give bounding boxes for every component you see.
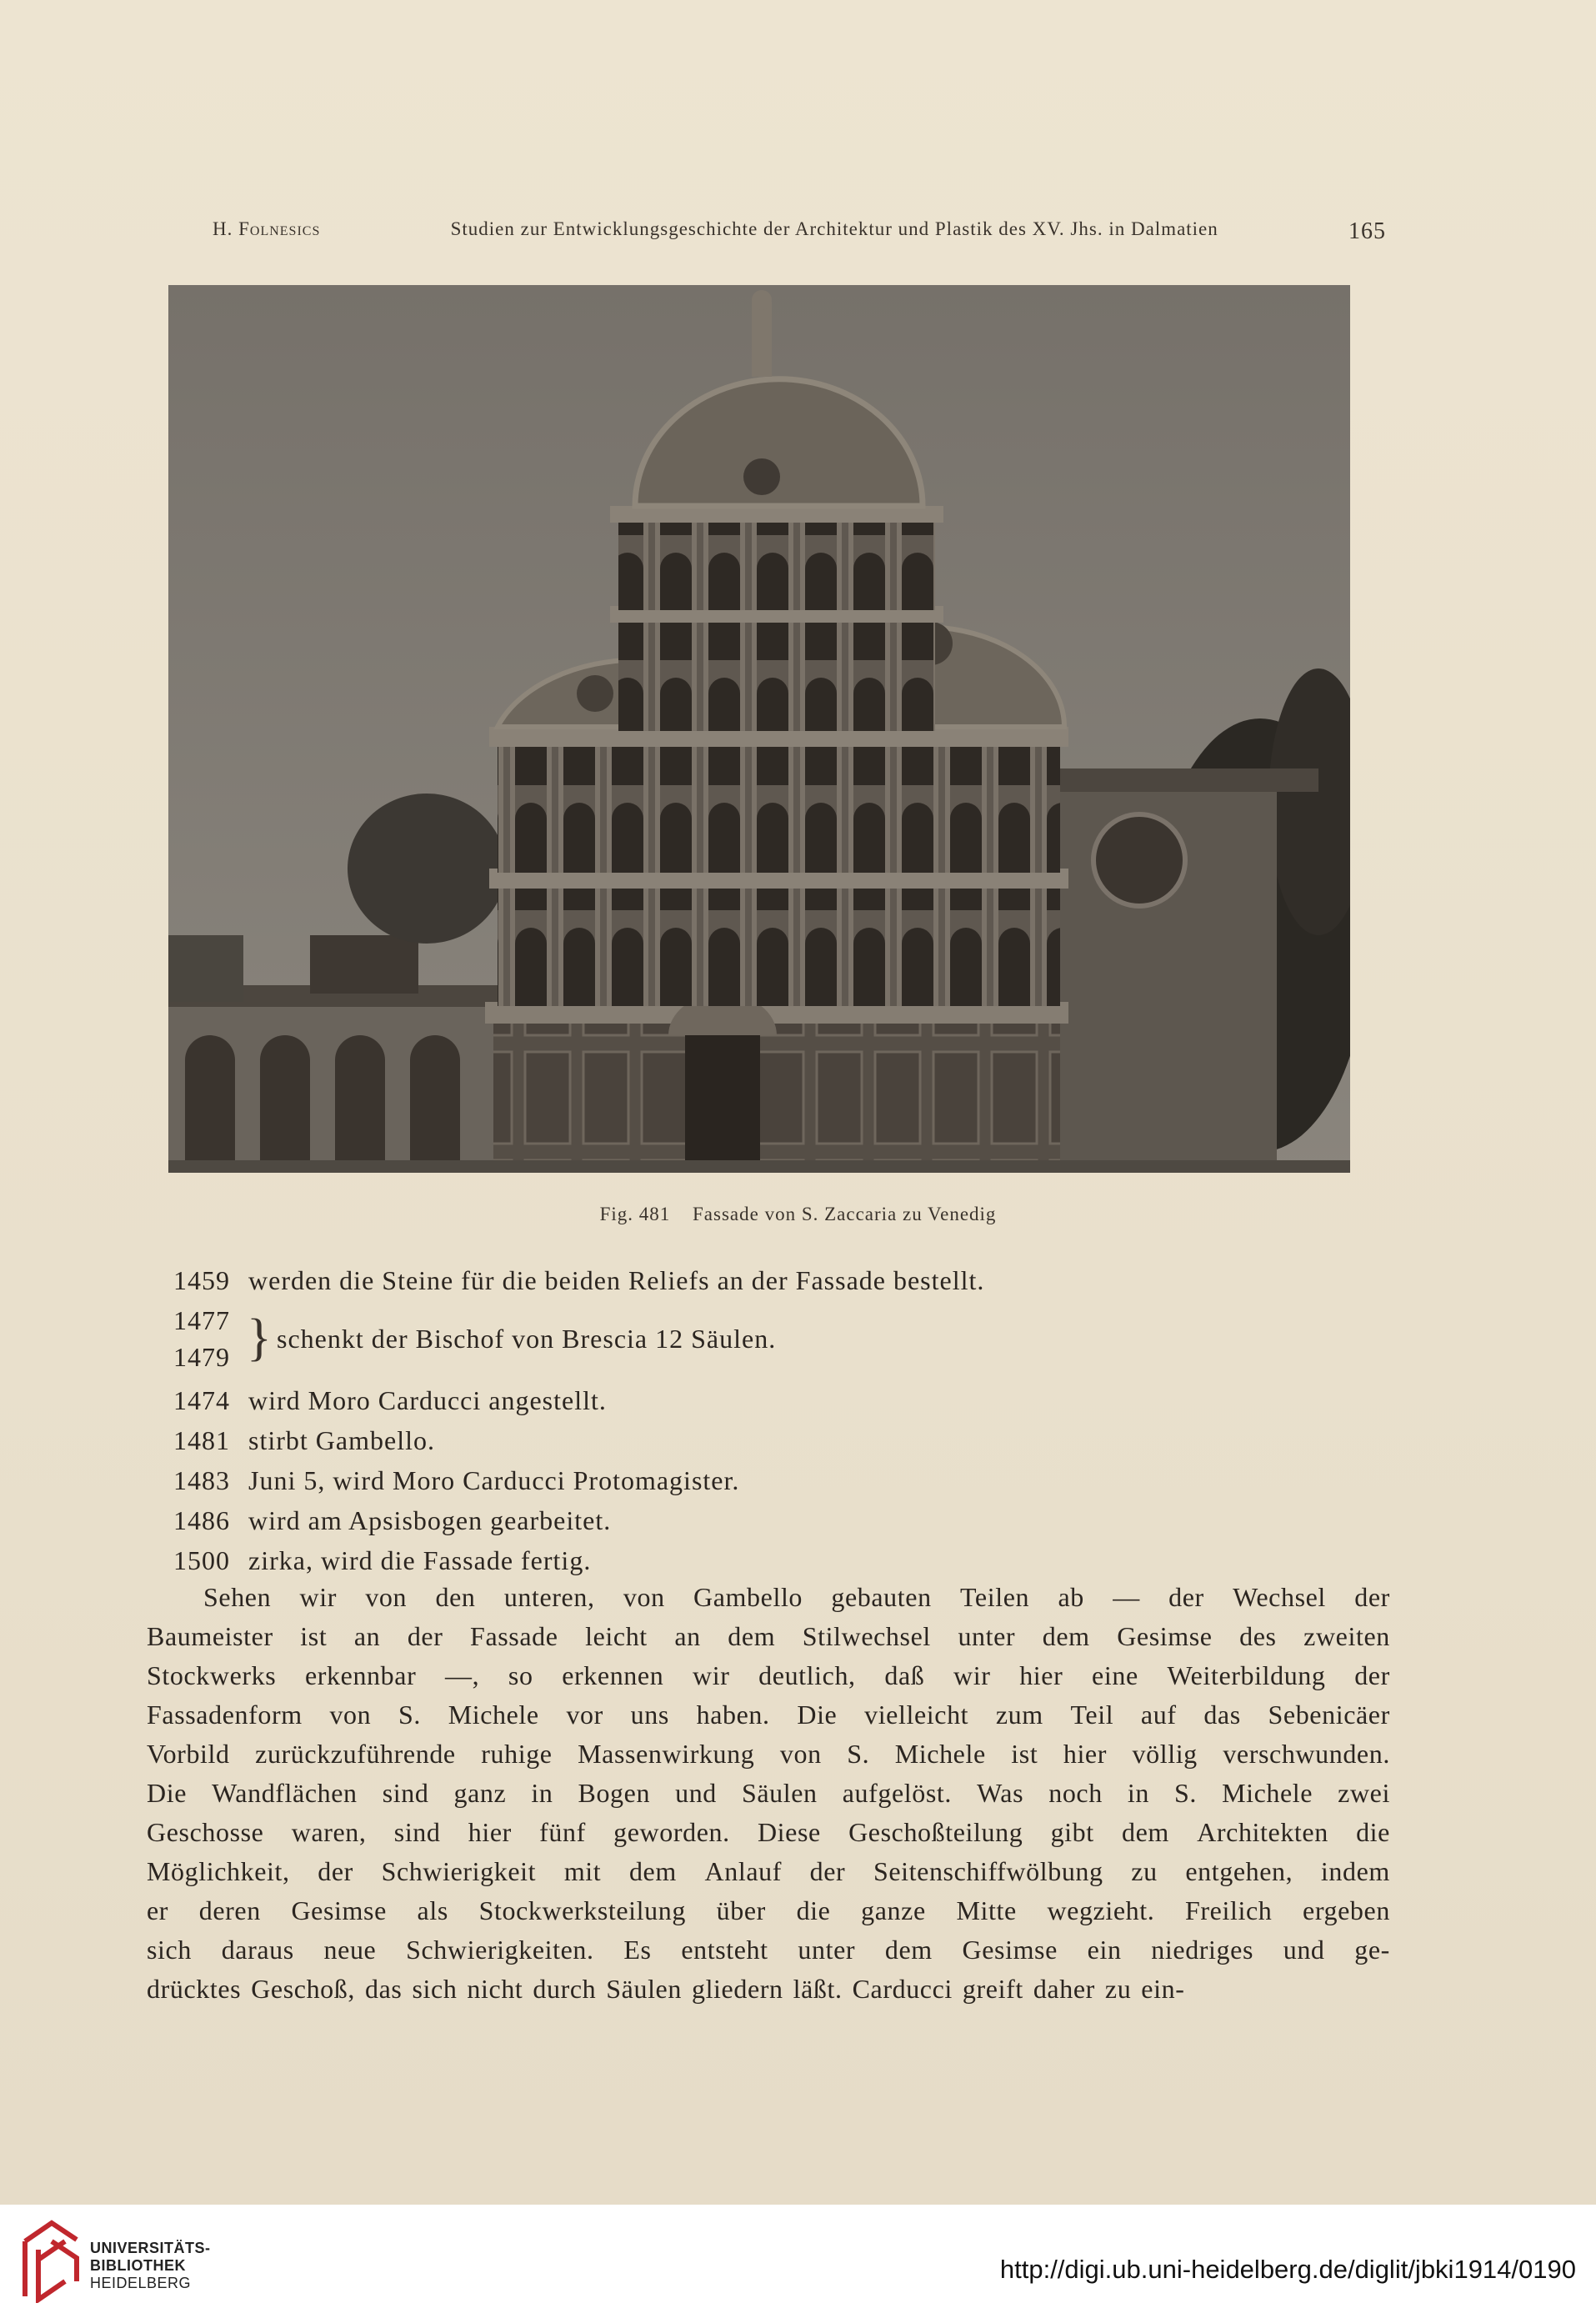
body-word: uns bbox=[630, 1700, 669, 1730]
body-word: Fassade bbox=[470, 1621, 558, 1651]
body-word: waren, bbox=[291, 1817, 367, 1847]
page-number: 165 bbox=[1348, 218, 1386, 244]
body-word: des bbox=[1239, 1621, 1277, 1651]
body-word: fünf bbox=[539, 1817, 586, 1847]
body-word: Freilich bbox=[1185, 1895, 1273, 1925]
body-word: die bbox=[796, 1895, 831, 1925]
body-word: Schwierigkeit bbox=[381, 1856, 537, 1886]
body-word: der bbox=[1354, 1660, 1390, 1690]
body-word: gibt bbox=[1050, 1817, 1094, 1847]
chronology-text: wird am Apsisbogen gearbeitet. bbox=[248, 1505, 612, 1535]
body-word: läßt. bbox=[793, 1974, 843, 2004]
body-word: Stockwerks bbox=[147, 1660, 277, 1690]
body-word: erkennbar bbox=[305, 1660, 417, 1690]
body-word: noch bbox=[1048, 1778, 1103, 1808]
body-word: völlig bbox=[1132, 1739, 1198, 1769]
body-word: wir bbox=[953, 1660, 991, 1690]
body-word: so bbox=[508, 1660, 533, 1690]
body-word: zwei bbox=[1338, 1778, 1390, 1808]
body-word: Gambello bbox=[693, 1582, 803, 1612]
chronology-year: 1486 bbox=[173, 1505, 230, 1535]
body-word: ganze bbox=[861, 1895, 926, 1925]
body-word: Säulen bbox=[606, 1974, 682, 2004]
body-word: von bbox=[623, 1582, 665, 1612]
body-word: Die bbox=[797, 1700, 838, 1730]
body-word: leicht bbox=[585, 1621, 648, 1651]
body-word: Stockwerksteilung bbox=[478, 1895, 686, 1925]
facade-photograph bbox=[168, 285, 1350, 1173]
chronology-text: stirbt Gambello. bbox=[248, 1425, 435, 1455]
body-word: Architekten bbox=[1197, 1817, 1328, 1847]
header-author: H. Folnesics bbox=[213, 218, 321, 239]
body-word: wir bbox=[299, 1582, 337, 1612]
body-word: gebauten bbox=[831, 1582, 932, 1612]
body-word: Teilen bbox=[960, 1582, 1030, 1612]
body-line bbox=[147, 1735, 1390, 1774]
body-word: Massenwirkung bbox=[578, 1739, 755, 1769]
chronology-year: 1459 bbox=[173, 1265, 230, 1295]
body-line bbox=[147, 1970, 1390, 2009]
body-word: zum bbox=[995, 1700, 1043, 1730]
figure-number: Fig. 481 bbox=[599, 1204, 671, 1224]
chronology-brace-row bbox=[173, 1300, 1423, 1380]
body-word: Carducci bbox=[852, 1974, 953, 2004]
body-word: der bbox=[1354, 1582, 1390, 1612]
body-word: vielleicht bbox=[864, 1700, 969, 1730]
chronology-text: werden die Steine für die beiden Reliefs an der Fassade bestellt. bbox=[248, 1265, 985, 1295]
body-word: neue bbox=[323, 1935, 377, 1965]
body-word: daher bbox=[1033, 1974, 1095, 2004]
body-word: das bbox=[365, 1974, 403, 2004]
body-word: Schwierigkeiten. bbox=[406, 1935, 594, 1965]
body-word: dem bbox=[1122, 1817, 1169, 1847]
body-word: zweiten bbox=[1303, 1621, 1390, 1651]
body-word: Michele bbox=[1222, 1778, 1313, 1808]
body-word: Sebenicäer bbox=[1268, 1700, 1390, 1730]
body-word: daß bbox=[884, 1660, 925, 1690]
body-word: vor bbox=[566, 1700, 603, 1730]
body-word: wegzieht. bbox=[1047, 1895, 1155, 1925]
body-word: Gesimse bbox=[291, 1895, 387, 1925]
body-word: Seitenschiffwölbung bbox=[873, 1856, 1103, 1886]
body-word: Es bbox=[623, 1935, 652, 1965]
chronology-row bbox=[173, 1420, 1423, 1460]
body-line bbox=[147, 1813, 1390, 1852]
building-facade-photo bbox=[168, 285, 1350, 1173]
body-line bbox=[147, 1930, 1390, 1970]
header-title: Studien zur Entwicklungsgeschichte der Architektur und Plastik des XV. Jhs. in Dalmatien bbox=[450, 218, 1218, 239]
body-word: dem bbox=[1042, 1621, 1090, 1651]
body-word: Was bbox=[977, 1778, 1024, 1808]
body-word: Michele bbox=[448, 1700, 539, 1730]
body-word: Mitte bbox=[956, 1895, 1017, 1925]
body-word: über bbox=[716, 1895, 766, 1925]
chronology-row bbox=[173, 1380, 1423, 1420]
body-line bbox=[147, 1617, 1390, 1656]
body-line bbox=[147, 1852, 1390, 1891]
body-word: ist bbox=[300, 1621, 328, 1651]
body-word: Geschoßteilung bbox=[848, 1817, 1023, 1847]
body-word: aufgelöst. bbox=[842, 1778, 953, 1808]
body-word: dem bbox=[628, 1856, 677, 1886]
body-word: verschwunden. bbox=[1223, 1739, 1390, 1769]
body-word: Diese bbox=[757, 1817, 821, 1847]
body-word: Stilwechsel bbox=[802, 1621, 931, 1651]
chronology-year: 1483 bbox=[173, 1465, 230, 1495]
body-word: zu bbox=[1131, 1856, 1158, 1886]
body-word: — bbox=[1113, 1582, 1140, 1612]
body-word: durch bbox=[533, 1974, 597, 2004]
body-word: ge- bbox=[1354, 1935, 1390, 1965]
body-word: ein bbox=[1087, 1935, 1122, 1965]
body-word: hier bbox=[1019, 1660, 1063, 1690]
chronology-row bbox=[173, 1460, 1423, 1500]
library-name-line: HEIDELBERG bbox=[90, 2275, 192, 2291]
body-word: S. bbox=[398, 1700, 421, 1730]
body-line bbox=[147, 1578, 1390, 1617]
body-word: das bbox=[1203, 1700, 1241, 1730]
body-word: der bbox=[809, 1856, 846, 1886]
body-word: hier bbox=[468, 1817, 512, 1847]
body-word: greift bbox=[962, 1974, 1023, 2004]
body-word: von bbox=[329, 1700, 372, 1730]
body-word: ist bbox=[1011, 1739, 1038, 1769]
body-word: er bbox=[147, 1895, 169, 1925]
body-word: unteren, bbox=[503, 1582, 595, 1612]
body-word: von bbox=[365, 1582, 408, 1612]
body-word: gliedern bbox=[691, 1974, 783, 2004]
chronology-text: schenkt der Bischof von Brescia 12 Säulen. bbox=[277, 1324, 777, 1354]
chronology-text: Juni 5, wird Moro Carducci Protomagister. bbox=[248, 1465, 740, 1495]
body-word: in bbox=[531, 1778, 553, 1808]
running-head bbox=[213, 218, 1386, 245]
body-word: S. bbox=[847, 1739, 870, 1769]
body-paragraph bbox=[147, 1578, 1390, 2009]
body-word: Teil bbox=[1070, 1700, 1114, 1730]
body-word: Die bbox=[147, 1778, 188, 1808]
body-word: mit bbox=[563, 1856, 602, 1886]
body-word: Sehen bbox=[203, 1582, 272, 1612]
body-word: Bogen bbox=[578, 1778, 651, 1808]
body-word: in bbox=[1127, 1778, 1149, 1808]
body-word: Gesimse bbox=[962, 1935, 1058, 1965]
chronology-year: 1477 bbox=[173, 1305, 230, 1335]
body-word: sind bbox=[393, 1817, 441, 1847]
figure-caption bbox=[0, 1204, 1596, 1225]
library-name bbox=[90, 2240, 211, 2292]
body-word: und bbox=[1283, 1935, 1325, 1965]
body-word: dem bbox=[884, 1935, 933, 1965]
body-word: als bbox=[417, 1895, 448, 1925]
body-word: an bbox=[674, 1621, 701, 1651]
body-word: Wechsel bbox=[1233, 1582, 1326, 1612]
body-word: Gesimse bbox=[1117, 1621, 1213, 1651]
body-word: ergeben bbox=[1303, 1895, 1390, 1925]
chronology-row bbox=[173, 1500, 1423, 1540]
body-word: ein- bbox=[1141, 1974, 1185, 2004]
body-line bbox=[147, 1774, 1390, 1813]
body-word: geworden. bbox=[613, 1817, 730, 1847]
body-word: —, bbox=[445, 1660, 480, 1690]
body-word: erkennen bbox=[562, 1660, 664, 1690]
body-line bbox=[147, 1656, 1390, 1695]
chronology-year: 1500 bbox=[173, 1545, 230, 1575]
body-word: von bbox=[779, 1739, 822, 1769]
body-line bbox=[147, 1891, 1390, 1930]
body-word: sich bbox=[412, 1974, 458, 2004]
body-word: ganz bbox=[453, 1778, 507, 1808]
body-word: ruhige bbox=[481, 1739, 553, 1769]
figure-caption-text: Fassade von S. Zaccaria zu Venedig bbox=[693, 1204, 997, 1224]
curly-brace-icon: } bbox=[247, 1309, 273, 1366]
body-word: entgehen, bbox=[1185, 1856, 1293, 1886]
body-word: Möglichkeit, bbox=[147, 1856, 290, 1886]
body-word: Wandflächen bbox=[212, 1778, 358, 1808]
body-word: unter bbox=[958, 1621, 1016, 1651]
body-word: indem bbox=[1320, 1856, 1390, 1886]
body-word: und bbox=[675, 1778, 717, 1808]
body-word: S. bbox=[1174, 1778, 1198, 1808]
body-word: deutlich, bbox=[758, 1660, 856, 1690]
digitization-footer bbox=[0, 2205, 1596, 2318]
body-word: zu bbox=[1104, 1974, 1132, 2004]
chronology-year: 1481 bbox=[173, 1425, 230, 1455]
body-word: der bbox=[407, 1621, 443, 1651]
chronology-year: 1479 bbox=[173, 1342, 230, 1372]
body-word: drücktes bbox=[147, 1974, 242, 2004]
body-word: Fassadenform bbox=[147, 1700, 303, 1730]
chronology-row bbox=[173, 1540, 1423, 1580]
permalink[interactable]: http://digi.ub.uni-heidelberg.de/diglit/jbki1914/0190 bbox=[999, 2255, 1576, 2284]
body-word: Vorbild bbox=[147, 1739, 230, 1769]
body-word: zurückzuführende bbox=[255, 1739, 456, 1769]
body-word: Geschosse bbox=[147, 1817, 264, 1847]
body-word: ab bbox=[1058, 1582, 1084, 1612]
body-word: wir bbox=[693, 1660, 730, 1690]
body-word: deren bbox=[198, 1895, 261, 1925]
body-word: Säulen bbox=[741, 1778, 818, 1808]
chronology-text: zirka, wird die Fassade fertig. bbox=[248, 1545, 592, 1575]
body-word: Weiterbildung bbox=[1167, 1660, 1326, 1690]
body-word: sind bbox=[382, 1778, 429, 1808]
library-name-line: UNIVERSITÄTS- bbox=[90, 2240, 211, 2256]
body-word: der bbox=[318, 1856, 353, 1886]
body-word: unter bbox=[798, 1935, 856, 1965]
body-word: Geschoß, bbox=[251, 1974, 355, 2004]
body-word: eine bbox=[1092, 1660, 1138, 1690]
body-word: daraus bbox=[221, 1935, 294, 1965]
body-word: Michele bbox=[894, 1739, 986, 1769]
library-name-line: BIBLIOTHEK bbox=[90, 2257, 186, 2274]
chronology-row bbox=[173, 1260, 1423, 1300]
body-word: dem bbox=[728, 1621, 776, 1651]
body-word: auf bbox=[1140, 1700, 1177, 1730]
chronology-text: wird Moro Carducci angestellt. bbox=[248, 1385, 607, 1415]
body-word: hier bbox=[1063, 1739, 1107, 1769]
chronology-year: 1474 bbox=[173, 1385, 230, 1415]
body-line bbox=[147, 1695, 1390, 1735]
body-word: der bbox=[1168, 1582, 1204, 1612]
body-word: die bbox=[1356, 1817, 1390, 1847]
body-word: haben. bbox=[696, 1700, 770, 1730]
body-word: Baumeister bbox=[147, 1621, 273, 1651]
body-word: Anlauf bbox=[704, 1856, 782, 1886]
body-word: nicht bbox=[467, 1974, 523, 2004]
body-word: entsteht bbox=[681, 1935, 768, 1965]
body-word: niedriges bbox=[1151, 1935, 1253, 1965]
body-word: sich bbox=[147, 1935, 192, 1965]
chronology-list bbox=[173, 1260, 1423, 1580]
body-word: den bbox=[435, 1582, 476, 1612]
ub-heidelberg-logo-icon[interactable] bbox=[18, 2216, 82, 2303]
body-word: an bbox=[353, 1621, 381, 1651]
